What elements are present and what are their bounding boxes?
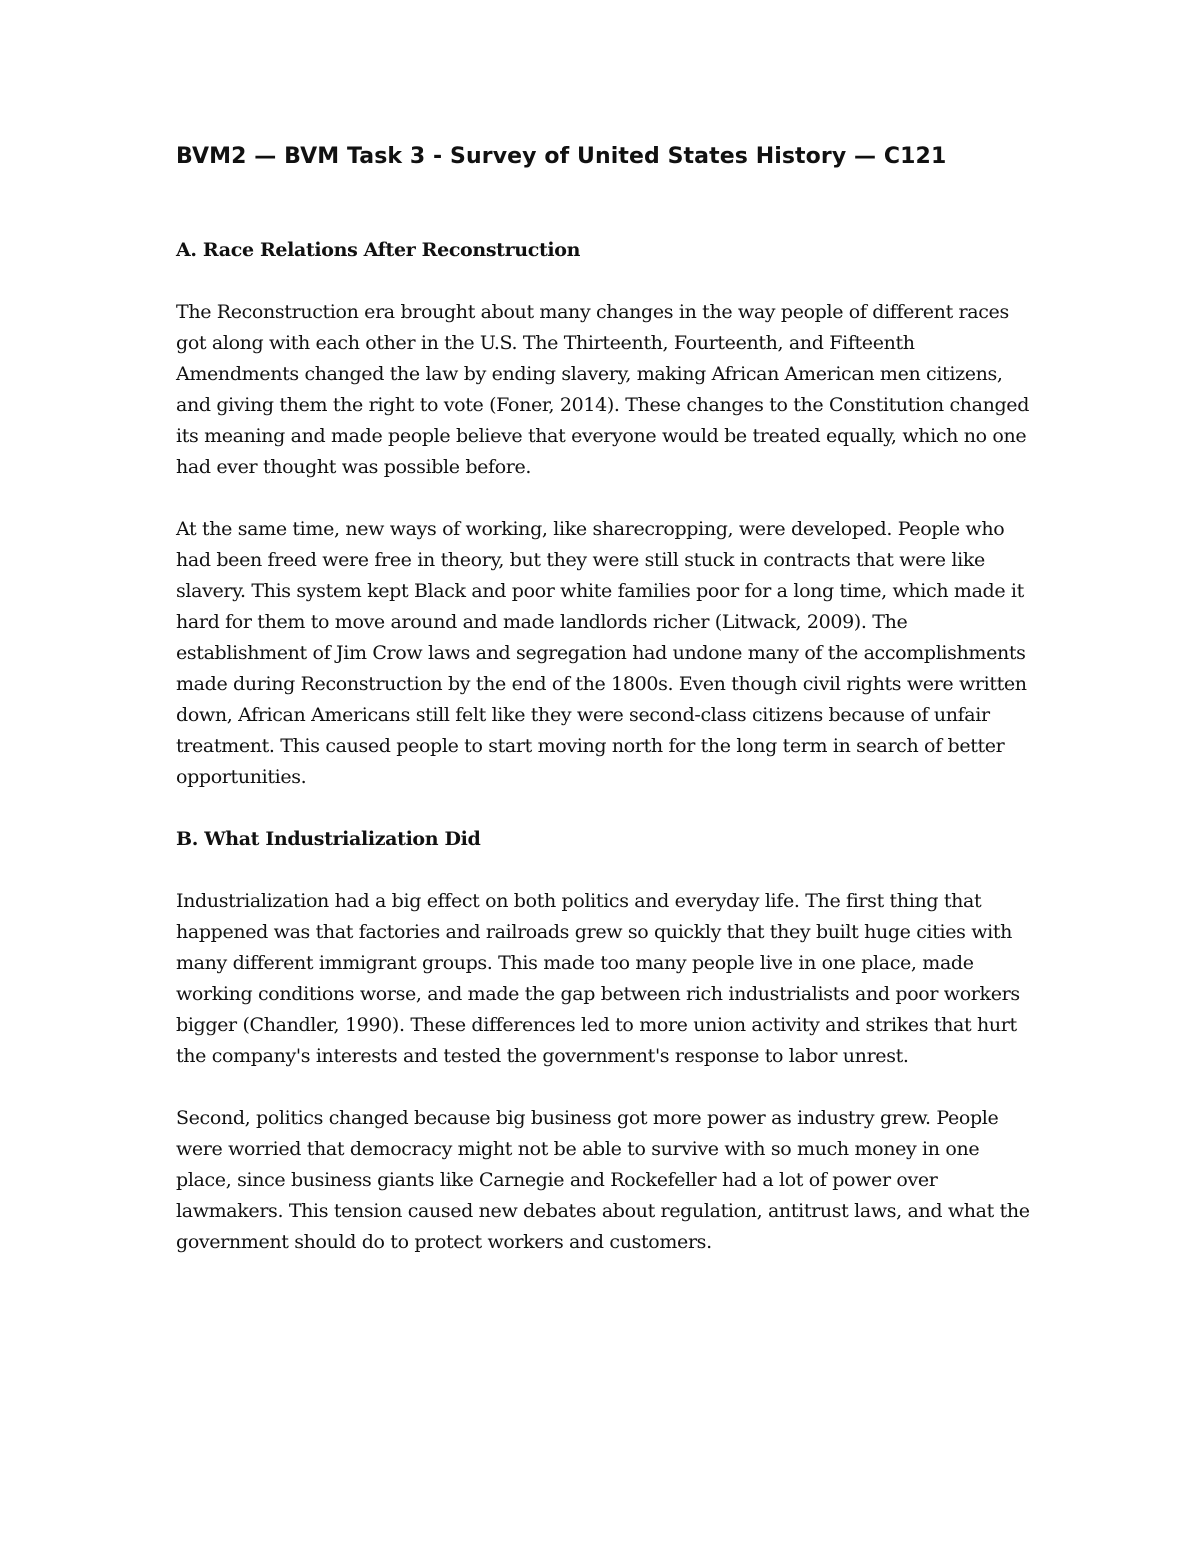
section-race-relations	[176, 235, 1036, 793]
body-paragraph: The Reconstruction era brought about many changes in the way people of different races got along with each other in the U.S. The Thirteenth, Fourteenth, and Fifteenth Amendments changed the law by ending slavery, making African American men citizens, and giving them the right to vote (Foner, 2014). These changes to the Constitution changed its meaning and made people believe that everyone would be treated equally, which no one had ever thought was possible before.	[176, 301, 1030, 478]
section-industrialization	[176, 824, 1036, 1258]
section-heading: B. What Industrialization Did	[176, 828, 481, 850]
document-body	[176, 235, 1036, 1289]
section-heading: A. Race Relations After Reconstruction	[176, 239, 581, 261]
body-paragraph: Second, politics changed because big business got more power as industry grew. People were worried that democracy might not be able to survive with so much money in one place, since business giants like Carnegie and Rockefeller had a lot of power over lawmakers. This tension caused new debates about regulation, antitrust laws, and what the government should do to protect workers and customers.	[176, 1107, 1030, 1253]
document-title: BVM2 — BVM Task 3 - Survey of United States History — C121	[176, 144, 947, 169]
body-paragraph: Industrialization had a big effect on both politics and everyday life. The first thing that happened was that factories and railroads grew so quickly that they built huge cities with many different immigrant groups. This made too many people live in one place, made working conditions worse, and made the gap between rich industrialists and poor workers bigger (Chandler, 1990). These differences led to more union activity and strikes that hurt the company's interests and tested the government's response to labor unrest.	[176, 890, 1020, 1067]
body-paragraph: At the same time, new ways of working, like sharecropping, were developed. People who had been freed were free in theory, but they were still stuck in contracts that were like slavery. This system kept Black and poor white families poor for a long time, which made it hard for them to move around and made landlords richer (Litwack, 2009). The establishment of Jim Crow laws and segregation had undone many of the accomplishments made during Reconstruction by the end of the 1800s. Even though civil rights were written down, African Americans still felt like they were second-class citizens because of unfair treatment. This caused people to start moving north for the long term in search of better opportunities.	[176, 518, 1027, 788]
